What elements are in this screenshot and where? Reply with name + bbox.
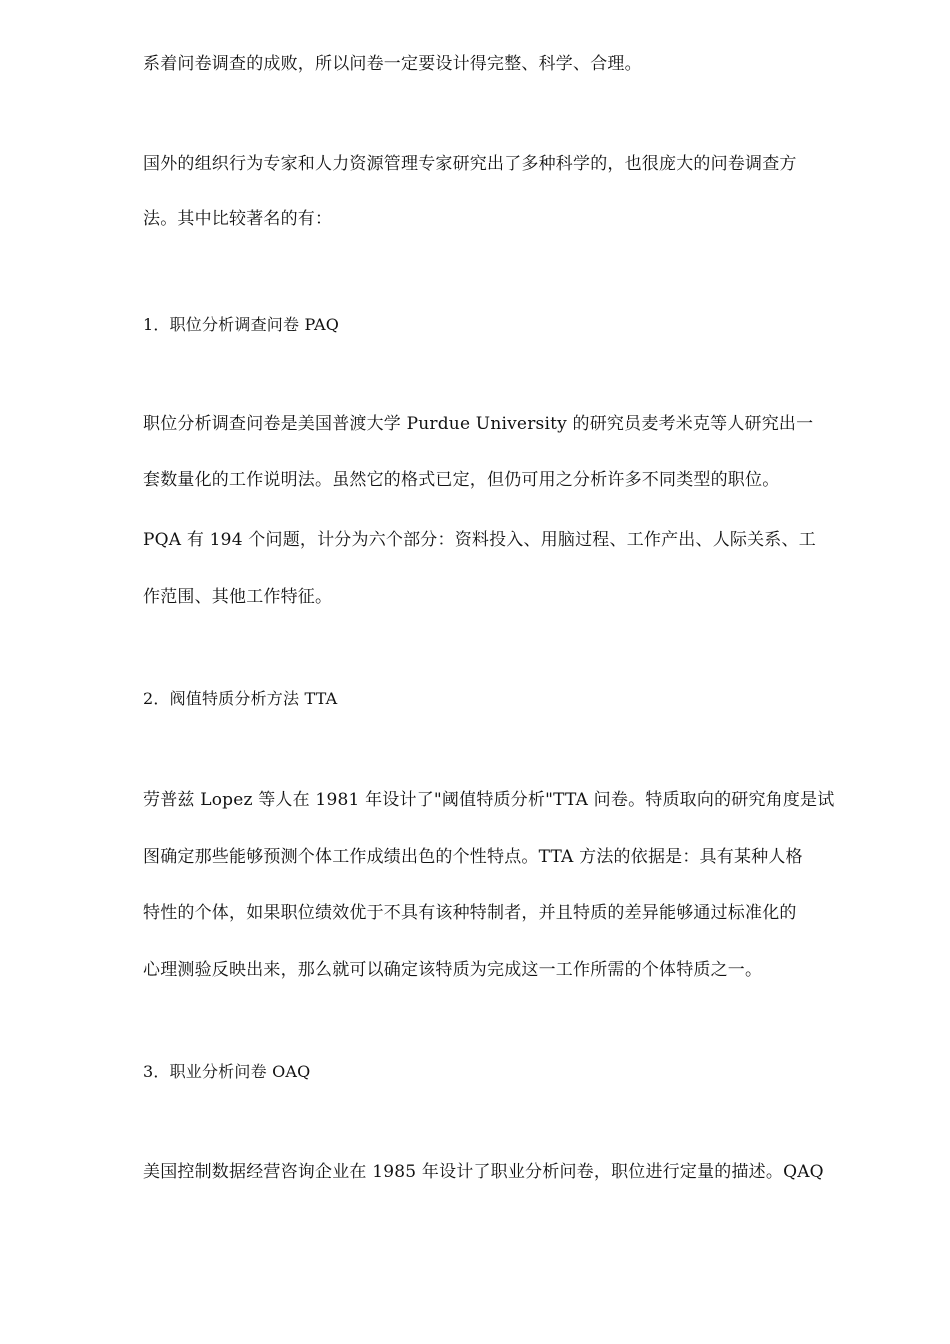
section-tta-line-1: 劳普兹 Lopez 等人在 1981 年设计了"阈值特质分析"TTA 问卷。特质取向的研究角度是试 [143,790,835,810]
section-paq-line-4: 作范围、其他工作特征。 [143,587,333,607]
section-tta-line-3: 特性的个体，如果职位绩效优于不具有该种特制者，并且特质的差异能够通过标准化的 [143,903,797,923]
overview-line-1: 国外的组织行为专家和人力资源管理专家研究出了多种科学的，也很庞大的问卷调查方 [143,154,797,174]
section-tta-line-4: 心理测验反映出来，那么就可以确定该特质为完成这一工作所需的个体特质之一。 [143,960,763,980]
section-heading-oaq: 3．职业分析问卷 OAQ [143,1062,311,1081]
section-paq-line-3: PQA 有 194 个问题，计分为六个部分：资料投入、用脑过程、工作产出、人际关系、工 [143,530,816,550]
overview-line-2: 法。其中比较著名的有： [143,209,333,229]
section-paq-line-1: 职位分析调查问卷是美国普渡大学 Purdue University 的研究员麦考米克等人研究出一 [143,414,814,434]
section-tta-line-2: 图确定那些能够预测个体工作成绩出色的个性特点。TTA 方法的依据是：具有某种人格 [143,847,803,867]
intro-tail-line: 系着问卷调查的成败，所以问卷一定要设计得完整、科学、合理。 [143,54,642,74]
section-heading-tta: 2．阀值特质分析方法 TTA [143,689,338,708]
section-oaq-line-1: 美国控制数据经营咨询企业在 1985 年设计了职业分析问卷，职位进行定量的描述。QAQ [143,1162,824,1182]
section-paq-line-2: 套数量化的工作说明法。虽然它的格式已定，但仍可用之分析许多不同类型的职位。 [143,470,780,490]
section-heading-paq: 1．职位分析调查问卷 PAQ [143,315,340,334]
